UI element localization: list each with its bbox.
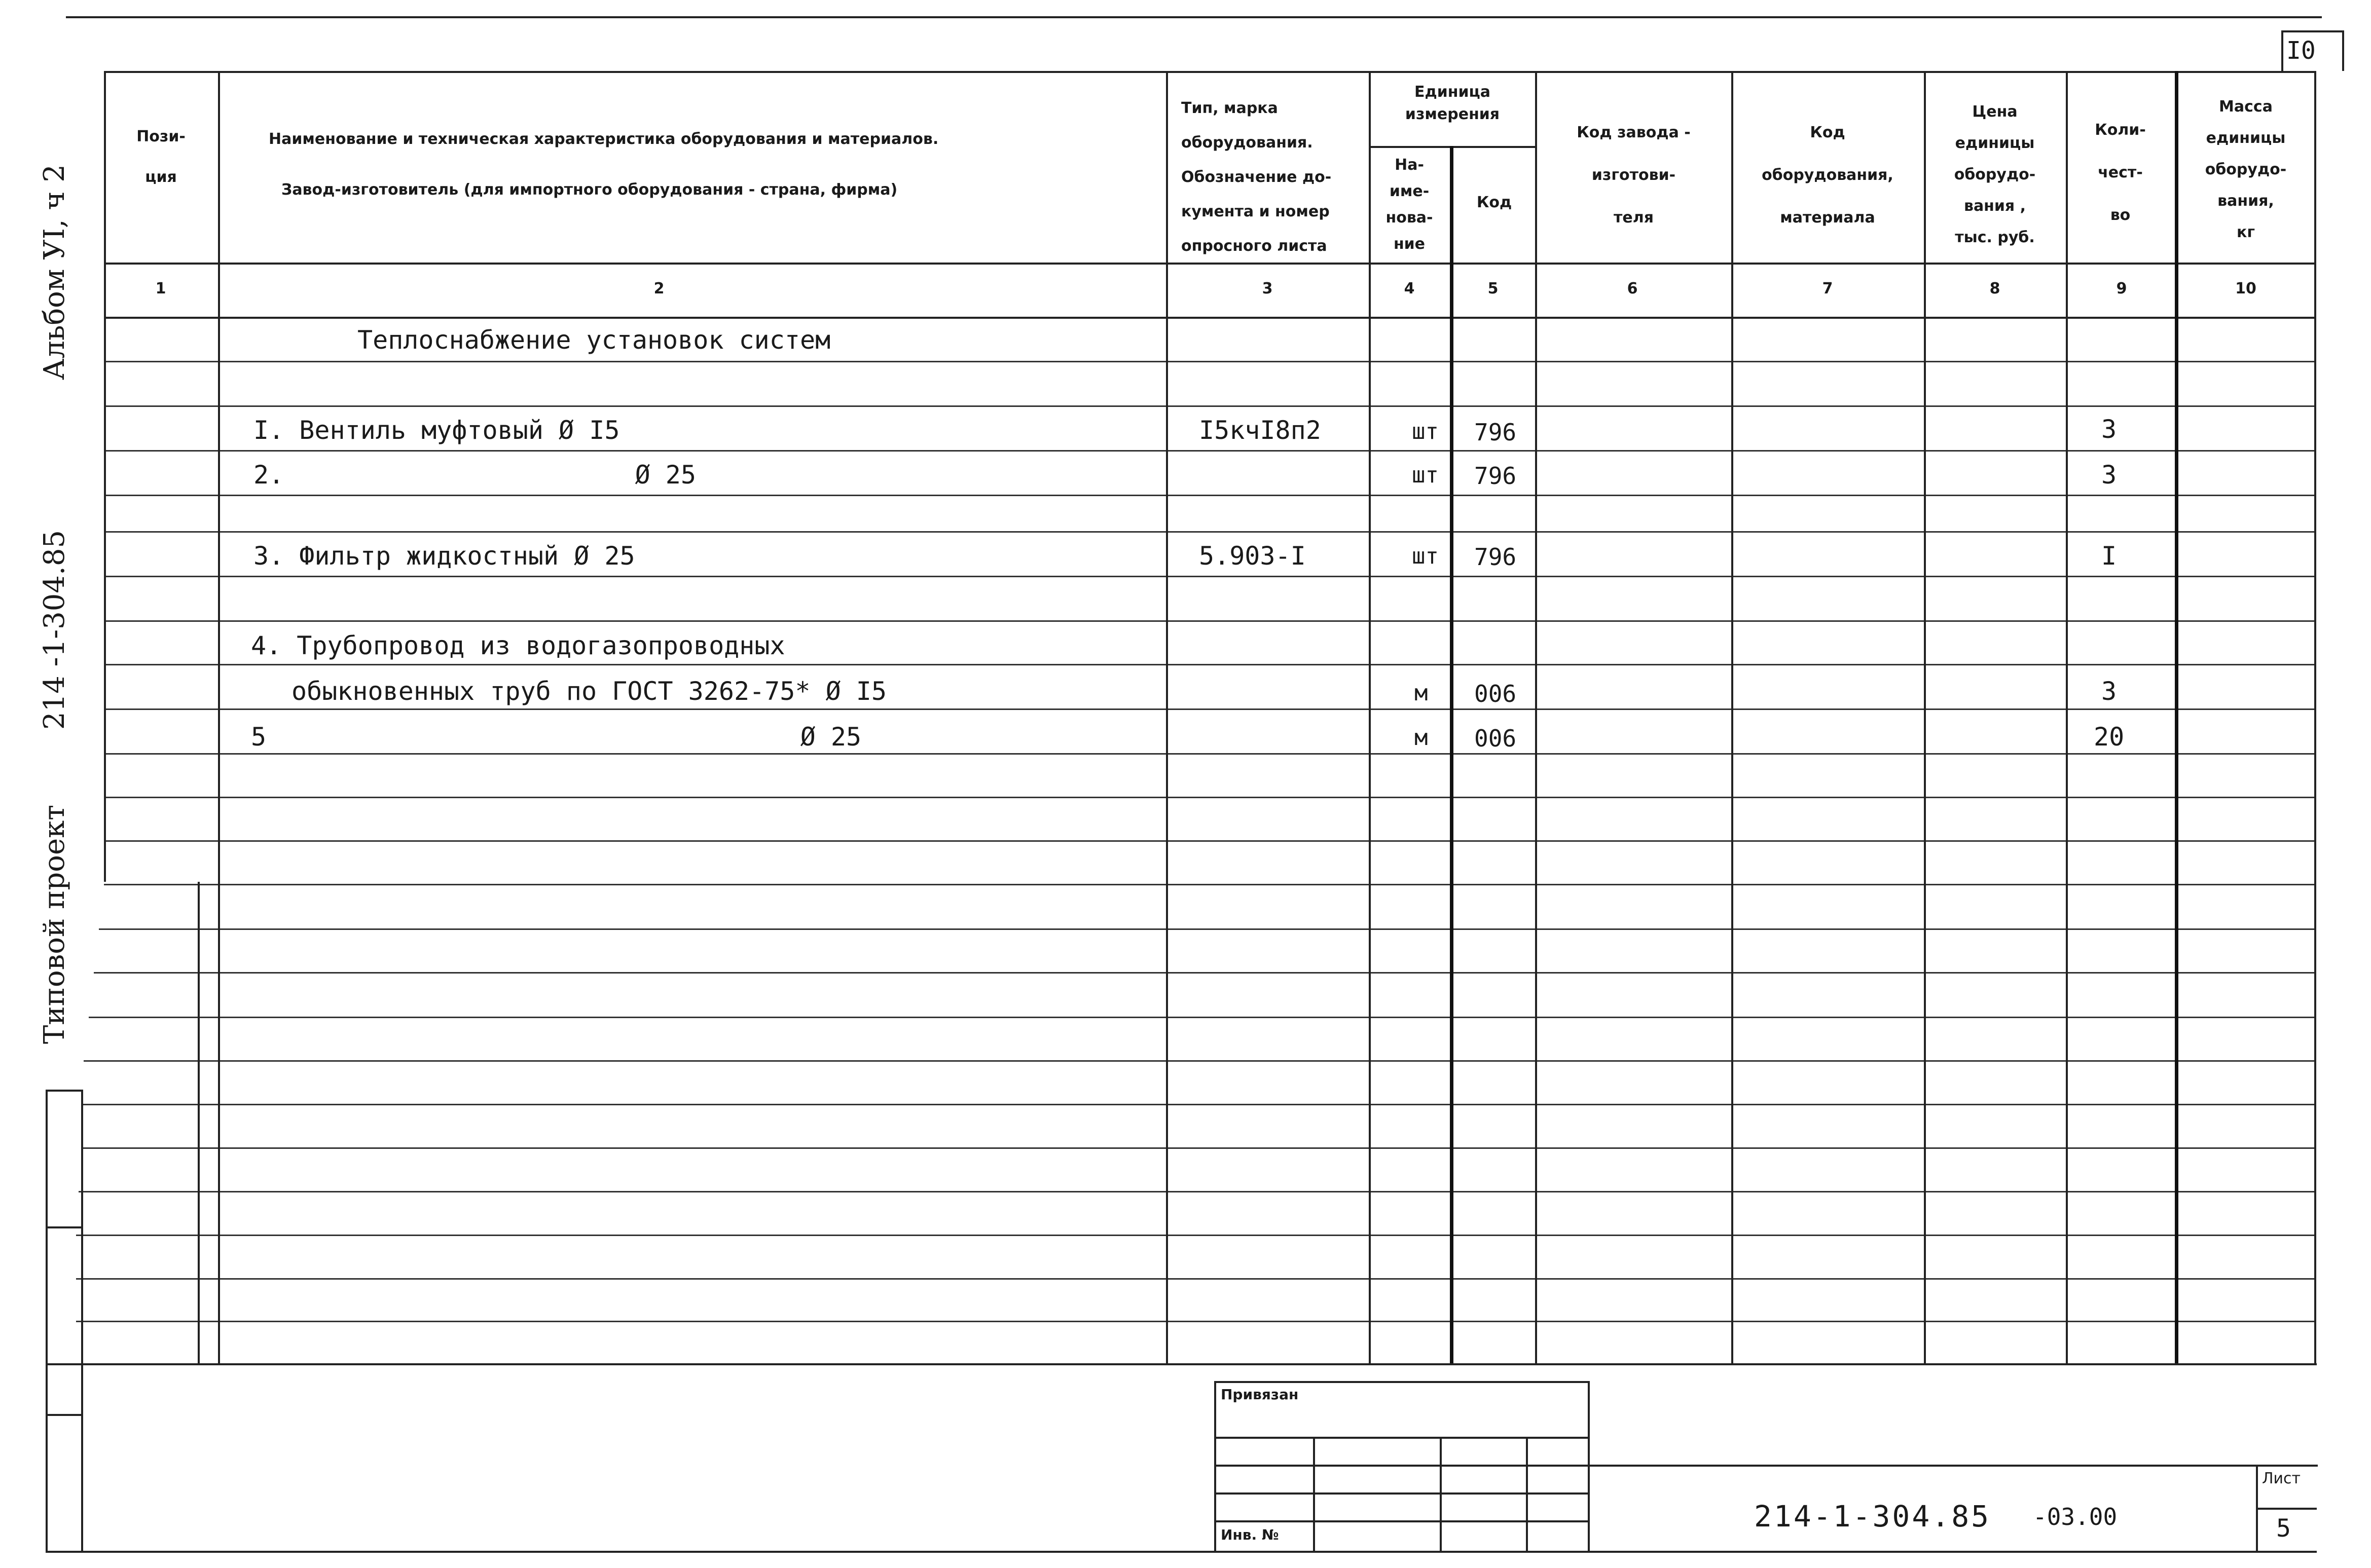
row-name: 3. Фильтр жидкостный Ø 25 bbox=[253, 541, 635, 571]
row-unit: шт bbox=[1412, 543, 1439, 569]
project-code-label: 214 -1-304.85 bbox=[38, 530, 71, 730]
header-mass: Масса единицы оборудо- вания, кг bbox=[2205, 98, 2287, 241]
document-designation: 214-1-304.85 bbox=[1754, 1499, 1991, 1534]
column-number: 10 bbox=[2235, 280, 2256, 297]
header-position: Пози- ция bbox=[136, 128, 186, 186]
row-type: 5.903-I bbox=[1199, 541, 1306, 571]
sheet-number: 5 bbox=[2276, 1514, 2291, 1543]
sheet-corner-number: I0 bbox=[2286, 36, 2316, 65]
album-label: Альбом УI, ч 2 bbox=[38, 164, 71, 380]
row-name: 2. Ø 25 bbox=[253, 460, 696, 490]
header-type: Тип, марка оборудования. Обозначение до- кумента и номер опросного листа bbox=[1181, 99, 1332, 255]
row-unit: шт bbox=[1412, 419, 1439, 444]
row-quantity: 3 bbox=[2101, 677, 2117, 706]
header-unit-group: Единица измерения bbox=[1405, 83, 1500, 123]
header-factory-code: Код завода - изготови- теля bbox=[1577, 124, 1691, 227]
privyazan-label: Привязан bbox=[1221, 1386, 1299, 1403]
section-title: Теплоснабжение установок систем bbox=[357, 325, 831, 355]
row-unit-code: 006 bbox=[1474, 680, 1517, 707]
header-quantity: Коли- чест- во bbox=[2095, 121, 2146, 224]
header-price: Цена единицы оборудо- вания , тыс. руб. bbox=[1954, 103, 2036, 246]
document-suffix: -03.00 bbox=[2033, 1503, 2118, 1530]
row-unit-code: 796 bbox=[1474, 419, 1517, 446]
row-unit: шт bbox=[1412, 462, 1439, 488]
column-number: 5 bbox=[1487, 280, 1499, 297]
column-number: 8 bbox=[1989, 280, 2000, 297]
row-quantity: 20 bbox=[2094, 722, 2125, 752]
row-name: обыкновенных труб по ГОСТ 3262-75* Ø I5 bbox=[291, 677, 887, 706]
row-quantity: 3 bbox=[2101, 415, 2117, 444]
column-number: 3 bbox=[1262, 280, 1273, 297]
row-name: 4. Трубопровод из водогазопроводных bbox=[251, 631, 785, 660]
row-type: I5кчI8п2 bbox=[1199, 416, 1321, 445]
row-quantity: I bbox=[2101, 541, 2117, 571]
typical-project-label: Типовой проект bbox=[38, 804, 71, 1044]
header-equipment-code: Код оборудования, материала bbox=[1762, 124, 1893, 227]
column-number: 7 bbox=[1822, 280, 1833, 297]
column-number: 2 bbox=[653, 280, 665, 297]
row-unit: м bbox=[1414, 725, 1428, 751]
inventory-number-label: Инв. № bbox=[1221, 1526, 1279, 1543]
row-unit-code: 796 bbox=[1474, 543, 1517, 571]
column-number: 9 bbox=[2116, 280, 2127, 297]
header-unit-code: Код bbox=[1476, 194, 1512, 211]
column-number: 6 bbox=[1627, 280, 1638, 297]
row-name: I. Вентиль муфтовый Ø I5 bbox=[253, 416, 620, 445]
column-number: 4 bbox=[1404, 280, 1415, 297]
row-name: 5 Ø 25 bbox=[251, 722, 862, 752]
sheet-label: Лист bbox=[2262, 1470, 2301, 1487]
header-unit-name: На- име- нова- ние bbox=[1385, 156, 1433, 253]
column-number: 1 bbox=[155, 280, 166, 297]
header-name: Наименование и техническая характеристика оборудования и материалов. Завод-изготовитель (для импортного оборудования - страна, фирма) bbox=[269, 130, 939, 199]
row-unit-code: 006 bbox=[1474, 725, 1517, 752]
row-unit: м bbox=[1414, 680, 1428, 706]
row-quantity: 3 bbox=[2101, 460, 2117, 490]
row-unit-code: 796 bbox=[1474, 462, 1517, 490]
